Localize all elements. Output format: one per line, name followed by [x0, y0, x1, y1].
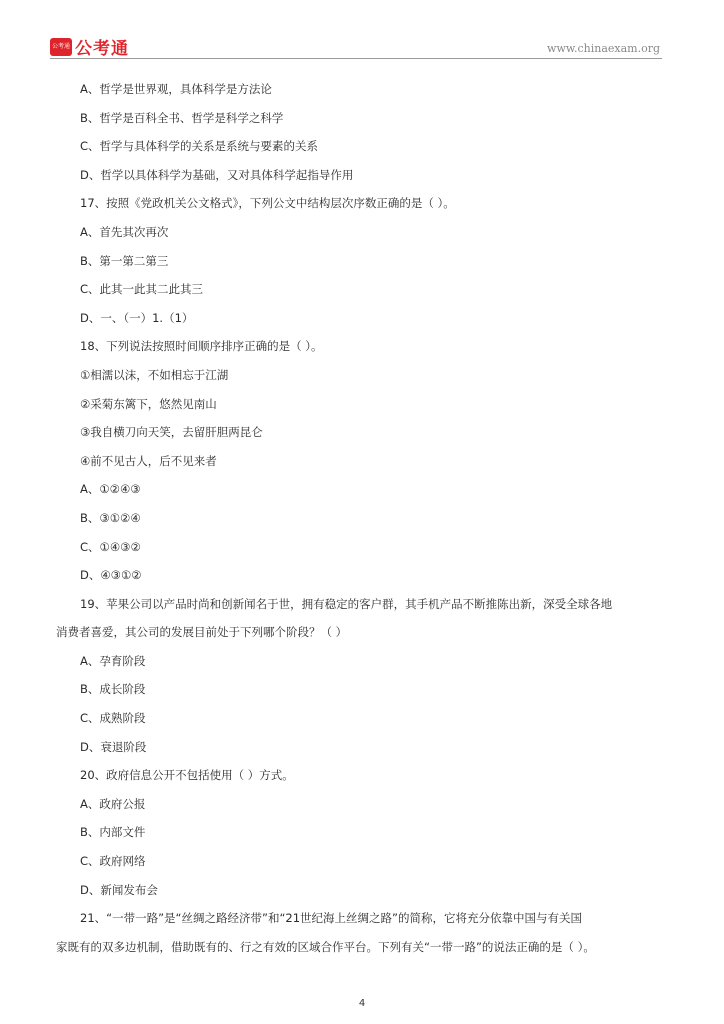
document-body — [56, 79, 680, 965]
option-line: B、成长阶段 — [80, 682, 146, 697]
option-line: C、①④③② — [80, 539, 141, 554]
statement-line: ②采菊东篱下，悠然见南山 — [80, 396, 217, 411]
option-line: D、衰退阶段 — [80, 739, 147, 754]
option-line: B、哲学是百科全书、哲学是科学之科学 — [80, 110, 284, 125]
statement-line: ④前不见古人，后不见来者 — [80, 453, 217, 468]
site-url[interactable]: www.chinaexam.org — [547, 42, 660, 55]
question-21: 21、“一带一路”是“丝绸之路经济带”和“21世纪海上丝绸之路”的简称，它将充分依靠中国与有关国 — [80, 911, 583, 926]
option-line: B、第一第二第三 — [80, 253, 169, 268]
question-18: 18、下列说法按照时间顺序排序正确的是（ ）。 — [80, 339, 323, 354]
question-19: 19、苹果公司以产品时尚和创新闻名于世，拥有稳定的客户群，其手机产品不断推陈出新，深受全球各地 — [80, 596, 613, 611]
option-line: C、成熟阶段 — [80, 711, 146, 726]
logo-badge: 公考通 — [50, 38, 72, 56]
option-line: D、新闻发布会 — [80, 882, 158, 897]
page-number: 4 — [358, 998, 366, 1009]
option-line: C、此其一此其二此其三 — [80, 282, 204, 297]
question-21-continued: 家既有的双多边机制，借助既有的、行之有效的区域合作平台。下列有关“一带一路”的说法正确的是（ ）。 — [56, 939, 595, 954]
question-17: 17、按照《党政机关公文格式》，下列公文中结构层次序数正确的是（ ）。 — [80, 196, 455, 211]
option-line: A、①②④③ — [80, 482, 141, 497]
option-line: B、内部文件 — [80, 825, 146, 840]
header-divider — [50, 58, 662, 59]
question-20: 20、政府信息公开不包括使用（ ）方式。 — [80, 768, 294, 783]
option-line: B、③①②④ — [80, 510, 141, 525]
option-line: D、④③①② — [80, 568, 142, 583]
option-line: A、孕育阶段 — [80, 653, 146, 668]
statement-line: ③我自横刀向天笑，去留肝胆两昆仑 — [80, 425, 263, 440]
page-header — [50, 34, 674, 58]
option-line: C、哲学与具体科学的关系是系统与要素的关系 — [80, 139, 319, 154]
option-line: A、政府公报 — [80, 796, 146, 811]
option-line: A、首先其次再次 — [80, 224, 169, 239]
option-line: C、政府网络 — [80, 854, 146, 869]
question-19-continued: 消费者喜爱，其公司的发展目前处于下列哪个阶段？（ ） — [56, 625, 348, 640]
option-line: A、哲学是世界观，具体科学是方法论 — [80, 82, 272, 96]
logo — [50, 34, 129, 59]
option-line: D、哲学以具体科学为基础，又对具体科学起指导作用 — [80, 167, 354, 182]
statement-line: ①相濡以沫，不如相忘于江湖 — [80, 367, 229, 382]
logo-text: 公考通 — [75, 39, 129, 59]
option-line: D、一、（一）1.（1） — [80, 310, 194, 325]
